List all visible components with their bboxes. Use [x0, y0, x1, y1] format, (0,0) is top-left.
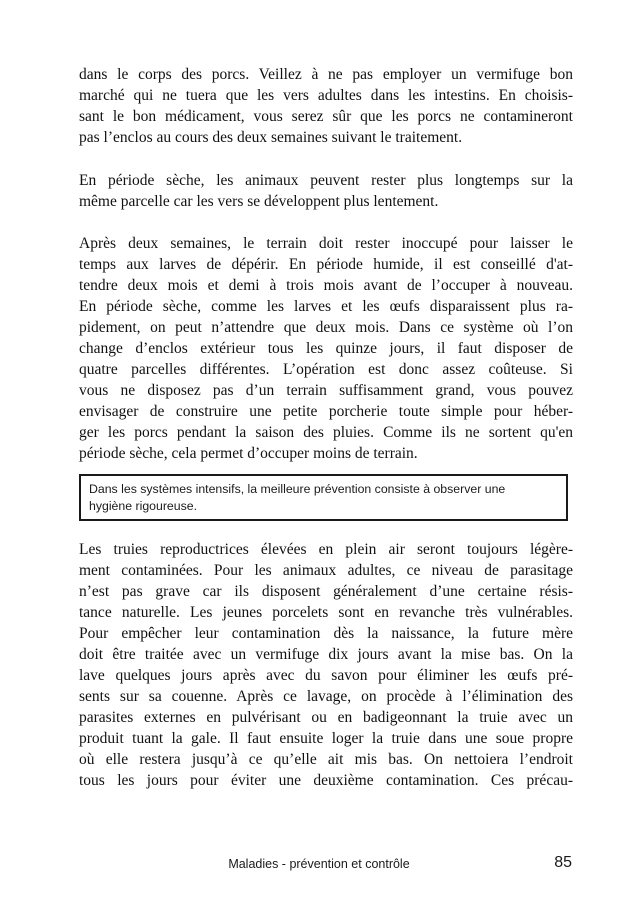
paragraph-4	[79, 539, 573, 791]
text-line: Après deux semaines, le terrain doit rester inoccupé pour laisser le	[79, 235, 573, 252]
text-line: pidement, on peut n’attendre que deux mois. Dans ce système où l’on	[79, 319, 573, 336]
text-line: En période sèche, comme les larves et les œufs disparaissent plus ra-	[79, 298, 573, 315]
text-line: marché qui ne tuera que les vers adultes dans les intestins. En choisis-	[79, 87, 573, 104]
callout-line: hygiène rigoureuse.	[89, 499, 198, 513]
text-line: vous ne disposez pas d’un terrain suffisamment grand, vous pouvez	[79, 382, 573, 399]
text-line: produit tuant la gale. Il faut ensuite loger la truie dans une soue propre	[79, 730, 573, 747]
text-line: dans le corps des porcs. Veillez à ne pas employer un vermifuge bon	[79, 66, 573, 83]
text-line: ment contaminées. Pour les animaux adultes, ce niveau de parasitage	[79, 562, 573, 579]
text-line: tance naturelle. Les jeunes porcelets sont en revanche très vulnérables.	[79, 604, 573, 621]
text-line: Les truies reproductrices élevées en plein air seront toujours légère-	[79, 541, 573, 558]
text-line: envisager de construire une petite porcherie toute simple pour héber-	[79, 403, 573, 420]
text-line: Pour empêcher leur contamination dès la naissance, la future mère	[79, 625, 573, 642]
callout-box	[79, 474, 568, 521]
text-line: ger les porcs pendant la saison des pluies. Comme ils ne sortent qu'en	[79, 424, 573, 441]
text-line: En période sèche, les animaux peuvent rester plus longtemps sur la	[79, 172, 573, 189]
callout-line: Dans les systèmes intensifs, la meilleure prévention consiste à observer une	[89, 482, 506, 496]
text-line: temps aux larves de dépérir. En période humide, il est conseillé d'at-	[79, 256, 573, 273]
text-line: change d’enclos extérieur tous les quinze jours, il faut disposer de	[79, 340, 573, 357]
text-line: quatre parcelles différentes. L’opération est donc assez coûteuse. Si	[79, 361, 573, 378]
text-line: pas l’enclos au cours des deux semaines suivant le traitement.	[79, 129, 463, 146]
footer-chapter-title: Maladies - prévention et contrôle	[228, 857, 410, 871]
text-line: tendre deux mois et demi à trois mois avant de l’occuper à nouveau.	[79, 277, 573, 294]
paragraph-3	[79, 233, 573, 464]
page-number: 85	[554, 854, 572, 871]
text-line: même parcelle car les vers se développent plus lentement.	[79, 193, 439, 210]
text-line: n’est pas grave car ils disposent généralement d’une certaine résis-	[79, 583, 573, 600]
paragraph-1	[79, 64, 573, 148]
text-line: sents sur sa couenne. Après ce lavage, on procède à l’élimination des	[79, 688, 573, 705]
paragraph-2	[79, 170, 573, 212]
text-line: sant le bon médicament, vous serez sûr que les porcs ne contamineront	[79, 108, 573, 125]
text-line: tous les jours pour éviter une deuxième contamination. Ces précau-	[79, 772, 573, 789]
text-line: où elle restera jusqu’à ce qu’elle ait mis bas. On nettoiera l’endroit	[79, 751, 573, 768]
text-line: période sèche, cela permet d’occuper moins de terrain.	[79, 445, 418, 462]
text-line: doit être traitée avec un vermifuge dix jours avant la mise bas. On la	[79, 646, 573, 663]
text-line: parasites externes en pulvérisant ou en badigeonnant la truie avec un	[79, 709, 573, 726]
text-line: lave quelques jours après avec du savon pour éliminer les œufs pré-	[79, 667, 573, 684]
